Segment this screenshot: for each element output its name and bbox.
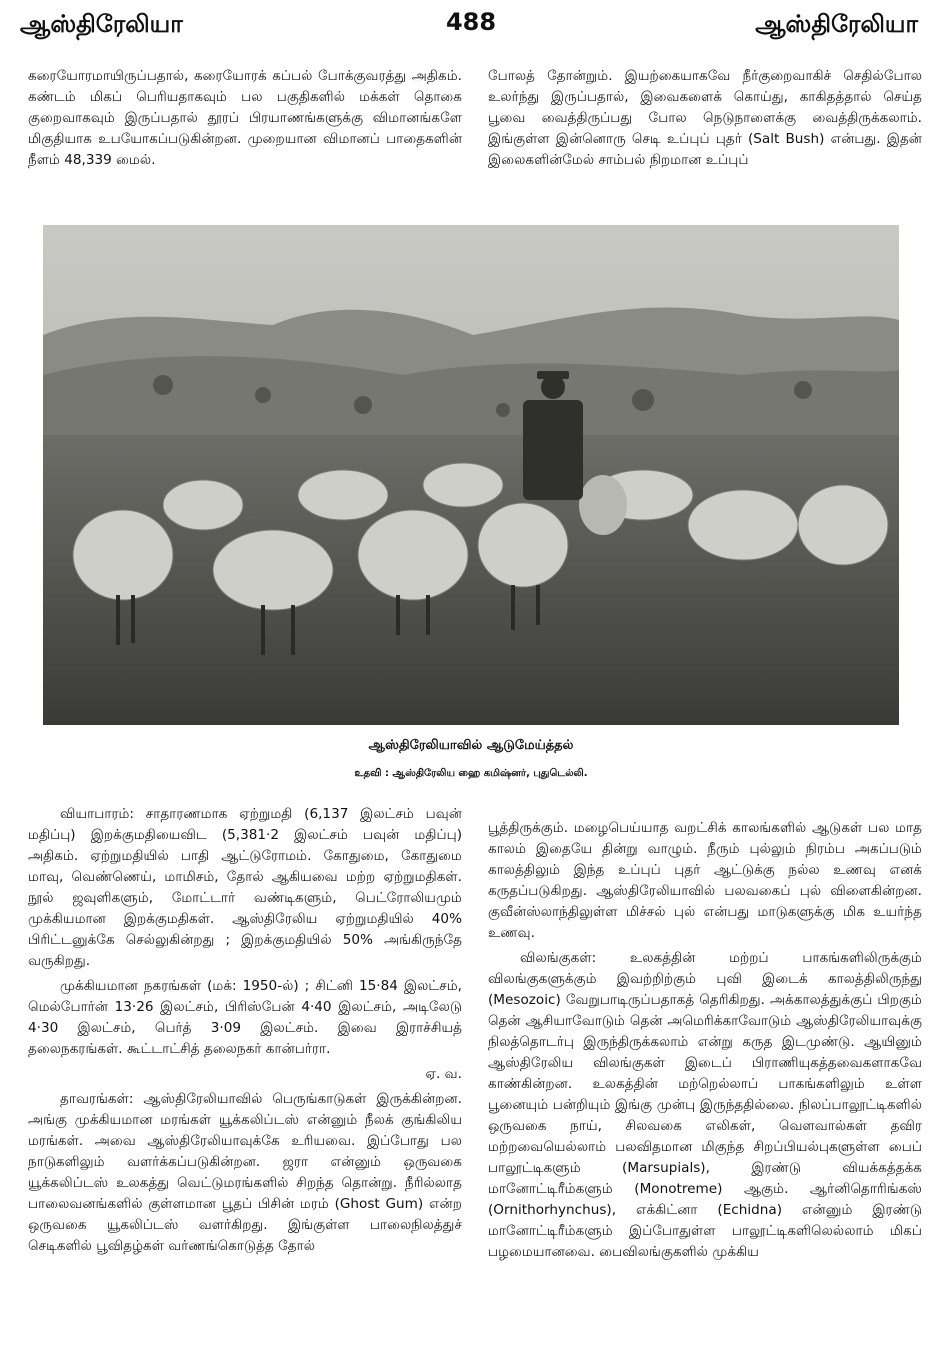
figure-caption: ஆஸ்திரேலியாவில் ஆடுமேய்த்தல் (368, 738, 574, 753)
top-left-column (28, 66, 462, 175)
author-signature: ஏ. வ. (425, 1066, 462, 1082)
page-number: 488 (445, 8, 497, 36)
grazing-paragraph: பூத்திருக்கும். மழைபெய்யாத வறட்சிக் காலங்களில் ஆடுகள் பல மாத காலம் இதையே தின்று வாழும். நீரும் புல்லும் நிரம்ப அகப்படும் காலத்திலும் இந்த உப்புப் புதர் ஆட்டுக்கு நல்ல உணவு எனக் கருதப்படுகிறது. ஆஸ்திரேலியாவில் பலவகைப் புல் விளைகின்றன. குவீன்ஸ்லாந்திலுள்ள மிச்சல் புல் என்பது மாடுகளுக்கு மிக உயர்ந்த உணவு. (488, 820, 922, 941)
cities-paragraph: முக்கியமான நகரங்கள் (மக்: 1950-ல்) ; சிட்னி 15·84 இலட்சம், மெல்போர்ன் 13·26 இலட்சம், பிரிஸ்பேன் 4·40 இலட்சம், அடிலேடு 4·30 இலட்சம், பெர்த் 3·09 இலட்சம். இவை இராச்சியத் தலைநகரங்கள். கூட்டாட்சித் தலைநகர் கான்பர்ரா. (28, 978, 462, 1057)
page-header (0, 0, 942, 48)
figure-credit: உதவி : ஆஸ்திரேலிய ஹை கமிஷ்னர், புதுடெல்லி. (354, 768, 588, 779)
aviation-paragraph: கரையோரமாயிருப்பதால், கரையோரக் கப்பல் போக்குவரத்து அதிகம். கண்டம் மிகப் பெரியதாகவும் பல பகுதிகளில் மக்கள் தொகை குறைவாகவும் இருப்பதால் தூரப் பிரயாணங்களுக்கு விமானங்களே மிகுதியாக உபயோகப்படுகின்றன. முறையான விமானப் பாதைகளின் நீளம் 48,339 மைல். (28, 68, 462, 168)
trade-paragraph: வியாபாரம்: சாதாரணமாக ஏற்றுமதி (6,137 இலட்சம் பவுன் மதிப்பு) இறக்குமதியைவிட (5,381·2 இலட்சம் பவுன் மதிப்பு) அதிகம். ஏற்றுமதியில் பாதி ஆட்டுரோமம். கோதுமை, கோதுமை மாவு, வெண்ணெய், மாமிசம், தோல் ஆகியவை மற்ற ஏற்றுமதிகள். நூல் ஜவுளிகளும், மோட்டார் வண்டிகளும், பெட்ரோலியமும் முக்கியமான இறக்குமதிகள். ஆஸ்திரேலிய ஏற்றுமதியில் 40% பிரிட்டனுக்கே செல்லுகின்றது ; இறக்குமதியில் 50% அங்கிருந்தே வருகிறது. (28, 806, 462, 969)
salt-bush-paragraph: போலத் தோன்றும். இயற்கையாகவே நீர்குறைவாகிச் செதில்போல உலர்ந்து இருப்பதால், இவைகளைக் கொய்து, காகிதத்தால் செய்த பூவை வைத்திருப்பது போல நெடுநாளைக்கு வைத்திருக்கலாம். இங்குள்ள இன்னொரு செடி உப்புப் புதர் (Salt Bush) என்பது. இதன் இலைகளின்மேல் சாம்பல் நிறமான உப்புப் (488, 68, 922, 168)
photo-illustration (43, 225, 899, 725)
plants-paragraph: தாவரங்கள்: ஆஸ்திரேலியாவில் பெருங்காடுகள் இருக்கின்றன. அங்கு முக்கியமான மரங்கள் யூக்கலிப்டஸ் என்னும் நீலக் குங்கிலிய மரங்கள். அவை ஆஸ்திரேலியாவுக்கே உரியவை. இப்போது பல நாடுகளிலும் வளர்க்கப்படுகின்றன. ஜரா என்னும் ஒருவகை யூக்கலிப்டஸ் உலகத்து வெட்டுமரங்களில் சிறந்த தொன்று. நீரில்லாத பாலைவனங்களில் குள்ளமான பூதப் பிசின் மரம் (Ghost Gum) என்ற ஒருவகை யூகலிப்டஸ் வளர்கிறது. இங்குள்ள பாலைநிலத்துச் செடிகளில் பூவிதழ்கள் வர்ணங்கொடுத்த தோல் (28, 1091, 462, 1254)
bottom-left-column (28, 804, 462, 1356)
animals-paragraph: விலங்குகள்: உலகத்தின் மற்றப் பாகங்களிலிருக்கும் விலங்குகளுக்கும் இவற்றிற்கும் புவி இடைக் காலத்திலிருந்து (Mesozoic) வேறுபாடிருப்பதாகத் தெரிகிறது. அக்காலத்துக்குப் பிறகும் தென் ஆசியாவோடும் தென் அமெரிக்காவோடும் ஆஸ்திரேலியாவுக்கு நிலத்தொடர்பு இருந்திருக்கலாம் என்று கருத இடமுண்டு. ஆயினும் ஆஸ்திரேலிய விலங்குகள் இடைப் பிராணியுகத்தவைகளாகவே காண்கின்றன. உலகத்தின் மற்றெல்லாப் பாகங்களிலும் உள்ள பூனையும் பன்றியும் இங்கு முன்பு இருந்ததில்லை. நிலப்பாலூட்டிகளில் ஒருவகை நாய், சிலவகை எலிகள், வௌவால்கள் தவிர மற்றவையெல்லாம் பலவிதமான மிகுந்த சிறப்பியல்புகளுள்ள பைப் பாலூட்டிகளும் (Marsupials), இரண்டு வியக்கத்தக்க மானோட்டிரீம்களும் (Monotreme) ஆகும். ஆர்னிதொரிங்கஸ் (Ornithorhynchus), எக்கிட்னா (Echidna) என்னும் இரண்டு மானோட்டிரீம்களும் இப்போதுள்ள பாலூட்டிகளிலெல்லாம் மிகப் பழமையானவை. பைவிலங்குகளில் முக்கிய (488, 950, 922, 1260)
top-right-column (488, 66, 922, 175)
bottom-right-column (488, 818, 922, 1356)
running-head-right: ஆஸ்திரேலியா (755, 10, 918, 38)
running-head-left: ஆஸ்திரேலியா (20, 10, 183, 38)
sheep-grazing-photo (43, 225, 899, 725)
